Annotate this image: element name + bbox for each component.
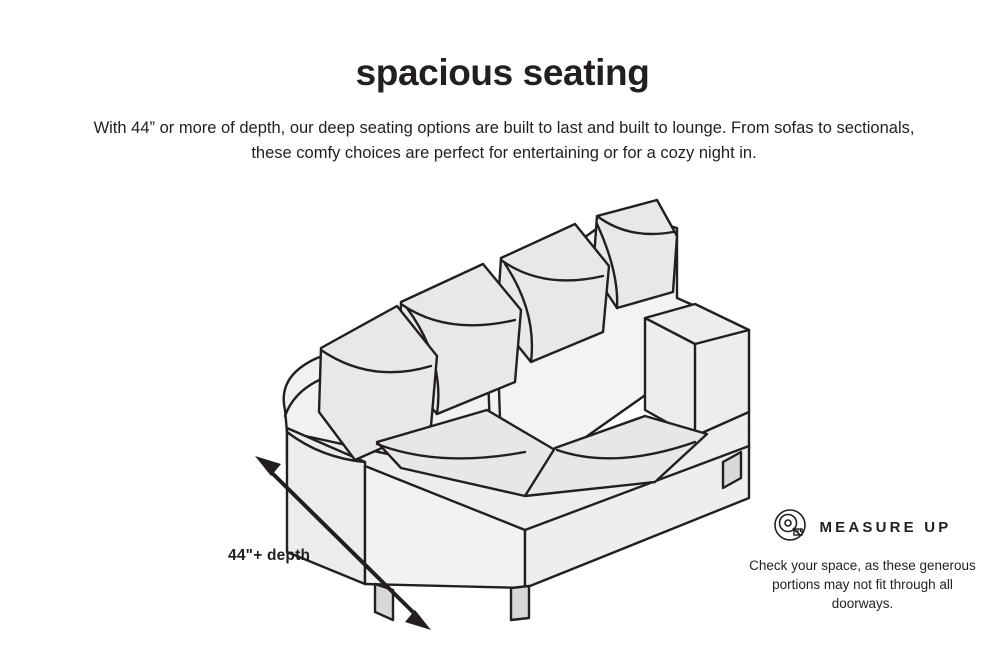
description-text: With 44” or more of depth, our deep seating options are built to last and built to lounge. From sofas to sectionals, these comfy choices are perfect for entertaining or for a cozy night in. xyxy=(93,119,915,162)
measure-up-note: Check your space, as these generous portions may not fit through all doorways. xyxy=(749,558,976,611)
measure-up-header xyxy=(740,508,985,547)
measure-up-callout xyxy=(740,508,985,613)
tape-measure-icon xyxy=(773,508,807,547)
measure-up-title: MEASURE UP xyxy=(819,519,952,536)
depth-arrow-label: 44"+ depth xyxy=(228,547,311,564)
page-title: spacious seating xyxy=(355,52,650,93)
